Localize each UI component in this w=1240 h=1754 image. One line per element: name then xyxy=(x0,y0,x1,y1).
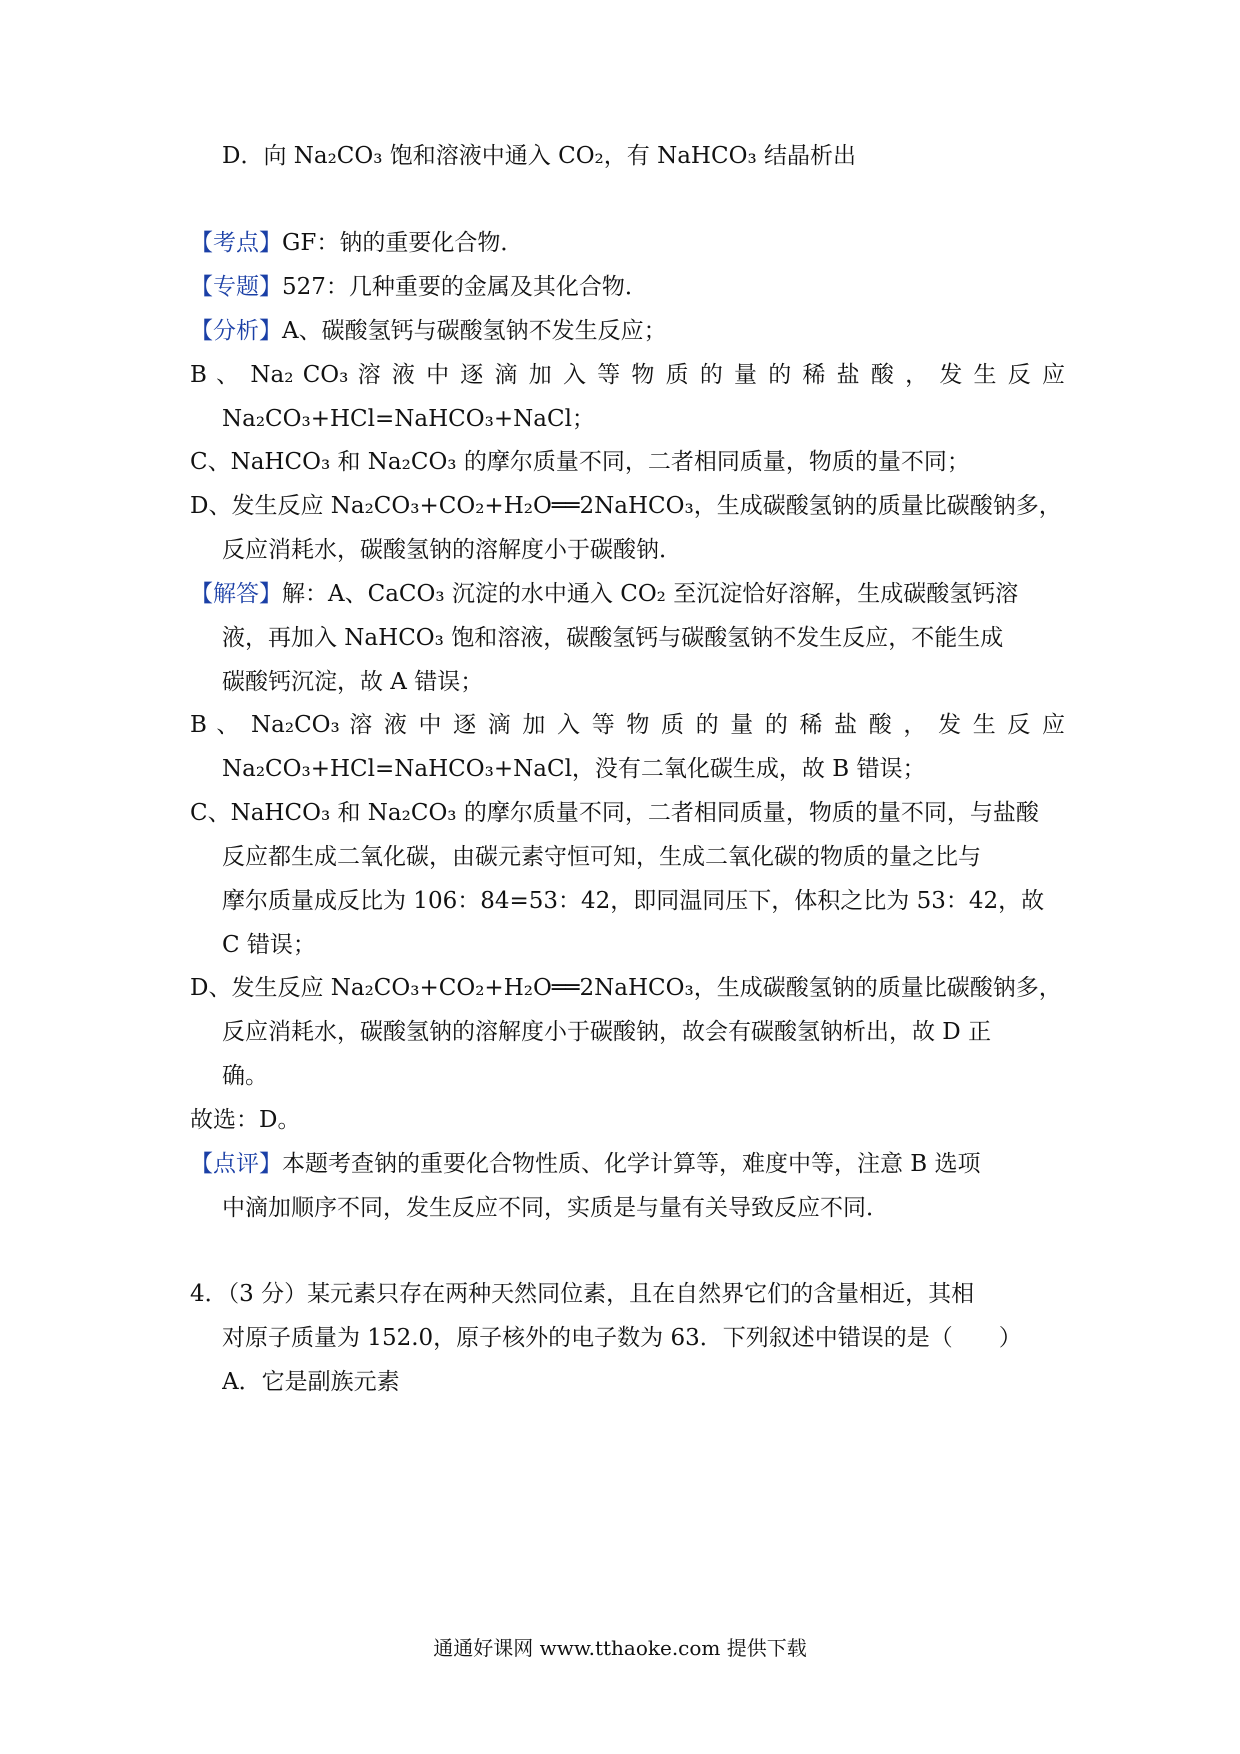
question-4-cont: 对原子质量为 152.0，原子核外的电子数为 63．下列叙述中错误的是（ ） xyxy=(222,1325,1022,1351)
question-4-option-a: A．它是副族元素 xyxy=(222,1369,400,1395)
question-4-line: 4．（3 分）某元素只存在两种天然同位素，且在自然界它们的含量相近，其相 xyxy=(190,1281,975,1307)
option-d-line xyxy=(222,143,1065,171)
section-tag: 【专题】 xyxy=(190,274,282,300)
answer-c-cont2: 摩尔质量成反比为 106：84=53：42，即同温同压下，体积之比为 53：42，故 xyxy=(222,888,1045,914)
jieda-line xyxy=(190,581,1065,609)
text: D．向 Na₂CO₃ 饱和溶液中通入 CO₂，有 NaHCO₃ 结晶析出 xyxy=(222,143,856,169)
dianping-line xyxy=(190,1151,1065,1179)
analysis-c-line: C、NaHCO₃ 和 Na₂CO₃ 的摩尔质量不同，二者相同质量，物质的量不同； xyxy=(190,449,970,475)
section-tag: 【考点】 xyxy=(190,230,282,256)
section-tag: 【解答】 xyxy=(190,581,282,607)
answer-a-cont2: 碳酸钙沉淀，故 A 错误； xyxy=(222,669,484,695)
comment-cont: 中滴加顺序不同，发生反应不同，实质是与量有关导致反应不同． xyxy=(222,1195,889,1221)
final-choice: 故选：D。 xyxy=(190,1107,301,1133)
text: 本题考查钠的重要化合物性质、化学计算等，难度中等，注意 B 选项 xyxy=(282,1151,981,1177)
text: 527：几种重要的金属及其化合物． xyxy=(282,274,648,300)
analysis-d-cont: 反应消耗水，碳酸氢钠的溶解度小于碳酸钠． xyxy=(222,537,682,563)
section-tag: 【点评】 xyxy=(190,1151,282,1177)
analysis-d-line: D、发生反应 Na₂CO₃+CO₂+H₂O══2NaHCO₃，生成碳酸氢钠的质量比碳酸钠多， xyxy=(190,493,1062,519)
text: A、碳酸氢钙与碳酸氢钠不发生反应； xyxy=(282,318,667,344)
answer-c-cont1: 反应都生成二氧化碳，由碳元素守恒可知，生成二氧化碳的物质的量之比与 xyxy=(222,844,981,870)
answer-d-cont2: 确。 xyxy=(222,1063,268,1089)
answer-b-line: B 、 Na₂CO₃ 溶 液 中 逐 滴 加 入 等 物 质 的 量 的 稀 盐 酸 ， 发 生 反 应 xyxy=(190,712,1065,738)
answer-a-cont1: 液，再加入 NaHCO₃ 饱和溶液，碳酸氢钙与碳酸氢钠不发生反应，不能生成 xyxy=(222,625,1004,651)
answer-d-line: D、发生反应 Na₂CO₃+CO₂+H₂O══2NaHCO₃，生成碳酸氢钠的质量比碳酸钠多， xyxy=(190,975,1062,1001)
analysis-b-line: B 、 Na₂ CO₃ 溶 液 中 逐 滴 加 入 等 物 质 的 量 的 稀 盐 酸 ， 发 生 反 应 xyxy=(190,362,1065,388)
answer-b-cont: Na₂CO₃+HCl=NaHCO₃+NaCl，没有二氧化碳生成，故 B 错误； xyxy=(222,756,926,782)
answer-c-cont3: C 错误； xyxy=(222,932,316,958)
text: 解：A、CaCO₃ 沉淀的水中通入 CO₂ 至沉淀恰好溶解，生成碳酸氢钙溶 xyxy=(282,581,1019,607)
section-tag: 【分析】 xyxy=(190,318,282,344)
analysis-b-equation: Na₂CO₃+HCl=NaHCO₃+NaCl； xyxy=(222,406,595,432)
page-footer: 通通好课网 www.tthaoke.com 提供下载 xyxy=(433,1636,807,1660)
kaodian-line xyxy=(190,230,1065,258)
answer-d-cont1: 反应消耗水，碳酸氢钠的溶解度小于碳酸钠，故会有碳酸氢钠析出，故 D 正 xyxy=(222,1019,992,1045)
zhuanti-line xyxy=(190,274,1065,302)
fenxi-line xyxy=(190,318,1065,346)
answer-c-line: C、NaHCO₃ 和 Na₂CO₃ 的摩尔质量不同，二者相同质量，物质的量不同，与盐酸 xyxy=(190,800,1039,826)
text: GF：钠的重要化合物． xyxy=(282,230,524,256)
